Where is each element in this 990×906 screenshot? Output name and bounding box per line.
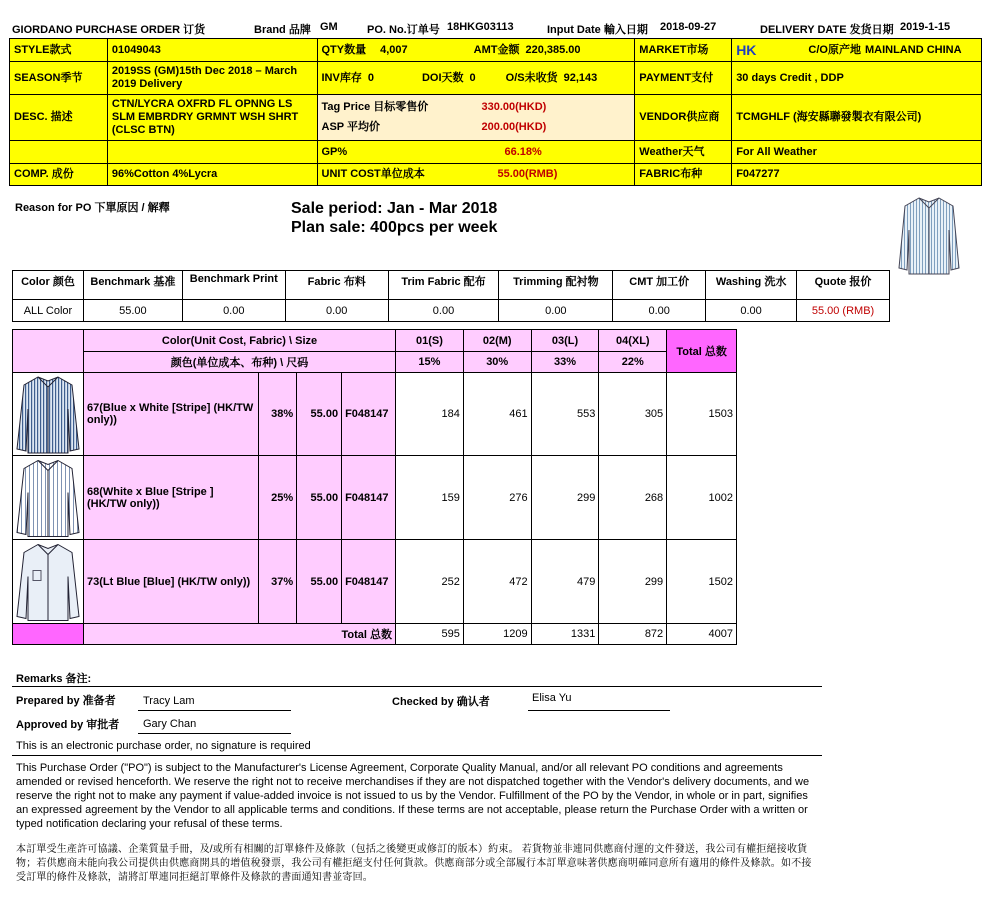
size-s-pct: 15%: [396, 352, 464, 373]
tag-price-label: Tag Price 目标零售价: [321, 101, 429, 113]
shirt-thumbnail-white-stripe: [13, 456, 83, 539]
row-68-qty-l: 299: [531, 456, 599, 540]
row-67-qty-l: 553: [531, 373, 599, 456]
size-m: 02(M): [463, 330, 531, 352]
row-68-qty-s: 159: [396, 456, 464, 540]
color-size-grid: [12, 329, 737, 645]
gp-label: GP%: [321, 145, 348, 158]
asp-label: ASP 平均价: [321, 121, 380, 133]
weather-label: Weather天气: [635, 141, 732, 164]
prepared-name: Tracy Lam: [143, 695, 195, 707]
os-label: O/S未收货: [505, 71, 558, 84]
row-73-pct: 37%: [259, 540, 297, 624]
table-row: [13, 540, 737, 624]
delivery-date: 2019-1-15: [900, 21, 951, 33]
input-date-label: Input Date 輸入日期: [547, 24, 648, 36]
bench-color: ALL Color: [13, 300, 84, 322]
po-info-table: [9, 38, 982, 186]
row-73-qty-m: 472: [463, 540, 531, 624]
size-l: 03(L): [531, 330, 599, 352]
shirt-thumbnail-light-blue: [13, 540, 83, 623]
grid-head-color-en: Color(Unit Cost, Fabric) \ Size: [84, 330, 396, 352]
bench-print: 0.00: [182, 300, 285, 322]
terms-chinese: 本訂單受生產許可協議、企業質量手冊，及/或所有相關的訂單條件及條款（包括之後變更或修訂的版本）約束。 若貨物並非連同供應商付運的文件發送，我公司有權拒絕接收貨物；若供應商未能向我公司提供由供應商開具的增值稅發票，我公司有權拒絕支付任何貨款。供應商部分或全部履行本訂單意味著供應商明確同意所有適用的條件及條款。如不接受訂單的條件及條款，請將訂單連同拒絕訂單條件及條款的書面通知書並寄回。: [16, 844, 812, 883]
bench-head-benchmark: Benchmark 基准: [83, 271, 182, 300]
vendor-label: VENDOR供应商: [635, 95, 732, 141]
comp-value: 96%Cotton 4%Lycra: [107, 164, 317, 186]
unit-cost-label: UNIT COST单位成本: [321, 168, 425, 180]
market-label: MARKET市场: [635, 39, 732, 62]
payment-value: 30 days Credit , DDP: [732, 62, 982, 95]
divider: [12, 755, 822, 756]
style-value: 01049043: [107, 39, 317, 62]
season-value: 2019SS (GM)15th Dec 2018 – March 2019 Delivery: [107, 62, 317, 95]
inv-label: INV库存: [321, 71, 362, 84]
qty-value: 4,007: [380, 43, 408, 56]
remarks-label: Remarks 备注:: [16, 673, 92, 685]
grid-foot-label: Total 总数: [84, 624, 396, 645]
asp-value: 200.00(HKD): [481, 121, 547, 133]
approved-name: Gary Chan: [143, 718, 197, 730]
co-label: C/O原产地: [808, 43, 861, 56]
row-73-qty-s: 252: [396, 540, 464, 624]
size-xl-pct: 22%: [599, 352, 667, 373]
unit-cost-value: 55.00(RMB): [497, 168, 558, 180]
size-s: 01(S): [396, 330, 464, 352]
bench-cmt: 0.00: [613, 300, 706, 322]
brand-label: Brand 品牌: [254, 24, 311, 36]
weather-value: For All Weather: [732, 141, 982, 164]
foot-qty-s: 595: [396, 624, 464, 645]
bench-washing: 0.00: [706, 300, 797, 322]
desc-value: CTN/LYCRA OXFRD FL OPNNG LS SLM EMBRDRY GRMNT WSH SHRT (CLSC BTN): [107, 95, 317, 141]
bench-quote: 55.00 (RMB): [797, 300, 890, 322]
shirt-thumbnail-blue-stripe: [13, 373, 83, 455]
prepared-label: Prepared by 准备者: [16, 695, 116, 707]
row-73-cost: 55.00: [297, 540, 342, 624]
delivery-date-label: DELIVERY DATE 发货日期: [760, 24, 894, 36]
comp-label: COMP. 成份: [10, 164, 108, 186]
co-value: MAINLAND CHINA: [864, 43, 962, 56]
season-label: SEASON季节: [10, 62, 108, 95]
bench-benchmark: 55.00: [83, 300, 182, 322]
amt-label: AMT金额: [473, 43, 520, 56]
bench-trim-fabric: 0.00: [388, 300, 499, 322]
row-67-total: 1503: [667, 373, 737, 456]
bench-head-washing: Washing 洗水: [706, 271, 797, 300]
bench-head-cmt: CMT 加工价: [613, 271, 706, 300]
electronic-note: This is an electronic purchase order, no signature is required: [16, 740, 311, 752]
foot-qty-m: 1209: [463, 624, 531, 645]
row-68-qty-m: 276: [463, 456, 531, 540]
checked-underline: [528, 710, 670, 711]
row-67-fabric: F048147: [342, 373, 396, 456]
row-68-cost: 55.00: [297, 456, 342, 540]
bench-head-fabric: Fabric 布料: [285, 271, 388, 300]
foot-qty-xl: 872: [599, 624, 667, 645]
fabric-value: F047277: [732, 164, 982, 186]
amt-value: 220,385.00: [525, 43, 581, 56]
vendor-value: TCMGHLF (海安縣聯發製衣有限公司): [732, 95, 982, 141]
product-shirt-image: [895, 194, 963, 276]
row-68-fabric: F048147: [342, 456, 396, 540]
bench-head-print: Benchmark Print: [182, 271, 285, 300]
row-68-total: 1002: [667, 456, 737, 540]
bench-head-trimming: Trimming 配衬物: [499, 271, 613, 300]
sale-period: Sale period: Jan - Mar 2018: [291, 200, 498, 217]
row-67-qty-s: 184: [396, 373, 464, 456]
po-number-label: PO. No.订单号: [367, 24, 440, 36]
size-m-pct: 30%: [463, 352, 531, 373]
input-date: 2018-09-27: [660, 21, 717, 33]
payment-label: PAYMENT支付: [635, 62, 732, 95]
table-row: [13, 373, 737, 456]
checked-label: Checked by 确认者: [392, 696, 490, 708]
size-l-pct: 33%: [531, 352, 599, 373]
foot-total: 4007: [667, 624, 737, 645]
doi-label: DOI天数: [421, 71, 464, 84]
style-label: STYLE款式: [10, 39, 108, 62]
row-68-color: 68(White x Blue [Stripe ] (HK/TW only)): [84, 456, 259, 540]
row-67-qty-m: 461: [463, 373, 531, 456]
row-73-qty-xl: 299: [599, 540, 667, 624]
po-number: 18HKG03113: [447, 21, 514, 33]
gp-value: 66.18%: [504, 145, 542, 158]
row-67-cost: 55.00: [297, 373, 342, 456]
inv-value: 0: [367, 71, 374, 84]
grid-head-total: Total 总数: [667, 330, 737, 373]
po-title: GIORDANO PURCHASE ORDER 订货: [12, 24, 206, 36]
fabric-label: FABRIC布种: [635, 164, 732, 186]
prepared-underline: [138, 710, 291, 711]
grid-head-color-cn: 颜色(单位成本、布种) \ 尺码: [84, 352, 396, 373]
reason-label: Reason for PO 下單原因 / 解釋: [15, 202, 170, 214]
approved-underline: [138, 733, 291, 734]
bench-fabric: 0.00: [285, 300, 388, 322]
plan-sale: Plan sale: 400pcs per week: [291, 219, 498, 236]
row-73-qty-l: 479: [531, 540, 599, 624]
os-value: 92,143: [563, 71, 598, 84]
terms-english: This Purchase Order ("PO") is subject to the Manufacturer's License Agreement, Corporate Quality Manual, and/or all relevant PO conditions and agreements amended or revised henceforth. We reserve the right not to receive merchandises if they are not dispatched together with the Vendor's delivery documents, and we reserve the right not to make any payment if value-added invoice is not issued to us by the Vendor. Fulfillment of the PO by the Vendor, in whole or in part, signifies an expressed agreement by the Vendor to all applicable terms and conditions. If these terms are not acceptable, please return the Purchase Order with a written or typed notification declaring your refusal of these terms.: [16, 762, 810, 830]
foot-qty-l: 1331: [531, 624, 599, 645]
bench-head-color: Color 颜色: [13, 271, 84, 300]
brand-value: GM: [320, 21, 338, 33]
row-68-qty-xl: 268: [599, 456, 667, 540]
qty-label: QTY数量: [321, 43, 367, 56]
benchmark-table: [12, 270, 890, 322]
size-xl: 04(XL): [599, 330, 667, 352]
table-total-row: [13, 624, 737, 645]
approved-label: Approved by 审批者: [16, 719, 120, 731]
row-73-total: 1502: [667, 540, 737, 624]
market-value: HK: [736, 41, 757, 58]
tag-price-value: 330.00(HKD): [481, 101, 547, 113]
bench-head-trim-fabric: Trim Fabric 配布: [388, 271, 499, 300]
row-73-fabric: F048147: [342, 540, 396, 624]
table-row: [13, 456, 737, 540]
row-67-qty-xl: 305: [599, 373, 667, 456]
desc-label: DESC. 描述: [10, 95, 108, 141]
bench-head-quote: Quote 报价: [797, 271, 890, 300]
doi-value: 0: [469, 71, 476, 84]
bench-trimming: 0.00: [499, 300, 613, 322]
row-68-pct: 25%: [259, 456, 297, 540]
row-67-pct: 38%: [259, 373, 297, 456]
divider: [12, 686, 822, 687]
checked-name: Elisa Yu: [532, 692, 572, 704]
row-67-color: 67(Blue x White [Stripe] (HK/TW only)): [84, 373, 259, 456]
row-73-color: 73(Lt Blue [Blue] (HK/TW only)): [84, 540, 259, 624]
